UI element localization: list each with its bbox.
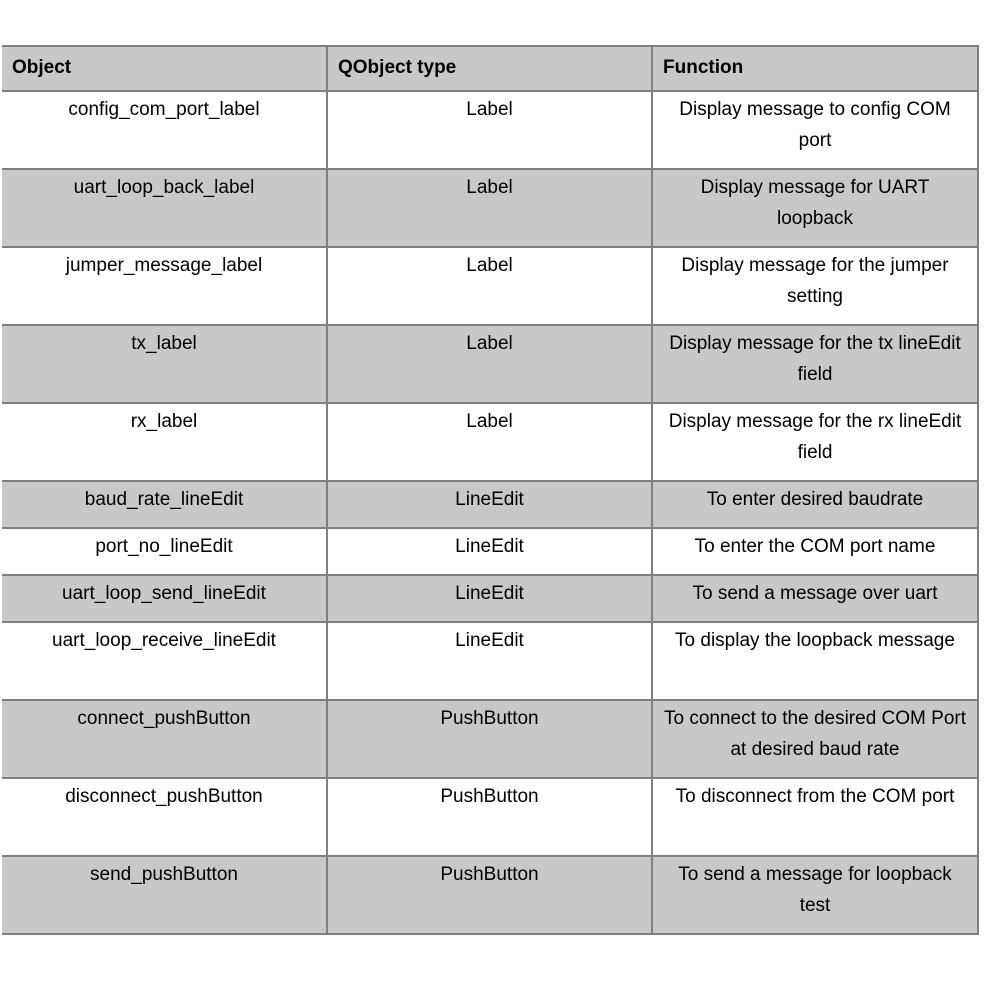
header-qobject-type: QObject type [327, 46, 652, 91]
cell-object: uart_loop_back_label [2, 169, 327, 247]
table-row [2, 481, 978, 528]
cell-type: PushButton [327, 778, 652, 856]
table-row [2, 528, 978, 575]
cell-type: PushButton [327, 856, 652, 934]
qobject-table-container [2, 45, 978, 935]
table-row [2, 575, 978, 622]
table-row [2, 247, 978, 325]
cell-function: Display message to config COM port [652, 91, 978, 169]
table-row [2, 325, 978, 403]
cell-function: To disconnect from the COM port [652, 778, 978, 856]
cell-function: Display message for UART loopback [652, 169, 978, 247]
cell-object: send_pushButton [2, 856, 327, 934]
cell-type: LineEdit [327, 528, 652, 575]
table-header-row [2, 46, 978, 91]
cell-object: tx_label [2, 325, 327, 403]
cell-function: To send a message over uart [652, 575, 978, 622]
cell-type: Label [327, 91, 652, 169]
cell-type: LineEdit [327, 622, 652, 700]
cell-object: disconnect_pushButton [2, 778, 327, 856]
cell-object: port_no_lineEdit [2, 528, 327, 575]
table-row [2, 856, 978, 934]
table-row [2, 169, 978, 247]
cell-type: Label [327, 247, 652, 325]
cell-function: To display the loopback message [652, 622, 978, 700]
cell-object: jumper_message_label [2, 247, 327, 325]
cell-function: To enter the COM port name [652, 528, 978, 575]
cell-type: LineEdit [327, 481, 652, 528]
cell-function: To send a message for loopback test [652, 856, 978, 934]
cell-function: Display message for the tx lineEdit field [652, 325, 978, 403]
cell-function: To enter desired baudrate [652, 481, 978, 528]
qobject-table [2, 45, 979, 935]
cell-object: config_com_port_label [2, 91, 327, 169]
table-row [2, 778, 978, 856]
cell-type: Label [327, 169, 652, 247]
table-row [2, 700, 978, 778]
table-row [2, 403, 978, 481]
cell-object: connect_pushButton [2, 700, 327, 778]
table-row [2, 622, 978, 700]
cell-type: LineEdit [327, 575, 652, 622]
table-row [2, 91, 978, 169]
cell-object: uart_loop_send_lineEdit [2, 575, 327, 622]
cell-object: baud_rate_lineEdit [2, 481, 327, 528]
header-function: Function [652, 46, 978, 91]
cell-object: uart_loop_receive_lineEdit [2, 622, 327, 700]
cell-function: Display message for the rx lineEdit field [652, 403, 978, 481]
cell-function: Display message for the jumper setting [652, 247, 978, 325]
cell-object: rx_label [2, 403, 327, 481]
cell-function: To connect to the desired COM Port at desired baud rate [652, 700, 978, 778]
header-object: Object [2, 46, 327, 91]
cell-type: Label [327, 325, 652, 403]
cell-type: PushButton [327, 700, 652, 778]
cell-type: Label [327, 403, 652, 481]
